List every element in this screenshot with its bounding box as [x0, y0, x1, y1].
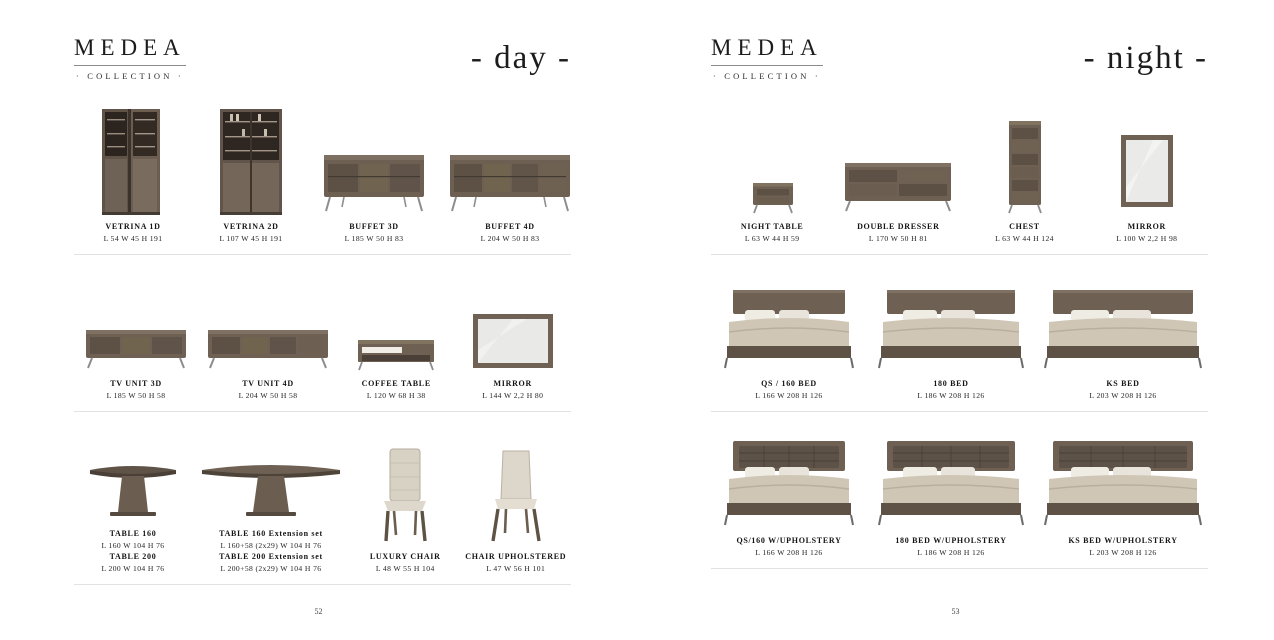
brand-block-right [711, 36, 823, 81]
chair-upholstered-art [465, 435, 568, 545]
chest-art [967, 105, 1081, 215]
brand-name: MEDEA [711, 35, 823, 60]
product-cell-buffet-3d[interactable] [310, 98, 438, 248]
product-dims: L 63 W 44 H 59 [744, 233, 800, 243]
caption-group [1068, 535, 1177, 558]
product-cell-bed-ks[interactable] [1035, 255, 1211, 405]
product-dims: L 63 W 44 H 124 [995, 233, 1054, 243]
caption-group [736, 535, 841, 558]
product-cell-coffee-table[interactable] [338, 255, 455, 405]
product-dims: L 54 W 45 H 191 [103, 233, 163, 243]
caption-group [741, 221, 804, 244]
product-cell-buffet-4d[interactable] [438, 98, 582, 248]
product-dims: L 186 W 208 H 126 [917, 547, 985, 557]
page-number-left: 52 [314, 607, 323, 616]
product-cell-tv-unit-4d[interactable] [198, 255, 338, 405]
product-name: CHEST [1009, 222, 1040, 232]
product-name: 180 BED [933, 379, 969, 389]
brand-name: MEDEA [74, 35, 186, 60]
product-name: COFFEE TABLE [361, 379, 431, 389]
product-dims: L 203 W 208 H 126 [1089, 547, 1157, 557]
product-dims: L 204 W 50 H 83 [480, 233, 540, 243]
brand-rule [74, 65, 186, 66]
product-grid-day [74, 98, 571, 585]
product-cell-bed-qs-upholstery[interactable] [711, 412, 867, 562]
product-cell-tv-unit-3d[interactable] [74, 255, 198, 405]
caption-group [857, 221, 940, 244]
brand-rule [711, 65, 823, 66]
coffee-table-art [342, 262, 451, 372]
brand-block-left [74, 36, 186, 81]
product-cell-double-dresser[interactable] [833, 98, 963, 248]
product-name: BUFFET 3D [349, 222, 399, 232]
product-dims-alt: L 200+58 (2x29) W 104 H 76 [220, 563, 322, 573]
product-cell-bed-180-upholstery[interactable] [867, 412, 1035, 562]
caption-group [219, 221, 282, 244]
product-row [74, 98, 571, 255]
caption-group [995, 221, 1054, 244]
bed-ks-art [1039, 262, 1207, 372]
product-cell-mirror-tall[interactable] [1086, 98, 1208, 248]
table-160-art [78, 412, 188, 522]
double-dresser-art [837, 105, 959, 215]
product-dims: L 144 W 2,2 H 80 [482, 390, 544, 400]
product-name: TV UNIT 4D [242, 379, 294, 389]
product-name: MIRROR [1127, 222, 1167, 232]
product-dims: L 185 W 50 H 83 [344, 233, 404, 243]
product-cell-table-160-ext[interactable] [192, 412, 350, 578]
product-dims: L 107 W 45 H 191 [219, 233, 283, 243]
bed-180-uph-art [871, 419, 1031, 529]
buffet-3d-art [314, 105, 434, 215]
product-dims: L 203 W 208 H 126 [1089, 390, 1157, 400]
product-cell-mirror-wide[interactable] [455, 255, 572, 405]
bed-qs-uph-art [715, 419, 863, 529]
caption-group [107, 378, 166, 401]
product-name-alt: TABLE 200 [109, 551, 157, 561]
caption-group [755, 378, 822, 401]
product-row [711, 98, 1208, 255]
product-row [711, 255, 1208, 412]
buffet-4d-art [442, 105, 578, 215]
product-cell-vetrina-2d[interactable] [192, 98, 310, 248]
product-cell-bed-ks-upholstery[interactable] [1035, 412, 1211, 562]
product-name-alt: TABLE 200 Extension set [219, 551, 323, 561]
product-name: QS / 160 BED [761, 379, 817, 389]
product-name: TABLE 160 [109, 529, 157, 538]
product-name: 180 BED W/UPHOLSTERY [895, 536, 1007, 546]
caption-group [239, 378, 298, 401]
product-cell-bed-qs[interactable] [711, 255, 867, 405]
product-cell-luxury-chair[interactable] [350, 428, 461, 578]
product-name: KS BED W/UPHOLSTERY [1068, 536, 1178, 546]
product-cell-bed-180[interactable] [867, 255, 1035, 405]
luxury-chair-art [354, 435, 457, 545]
product-row [74, 255, 571, 412]
tv-unit-4d-art [202, 262, 334, 372]
table-200-ext-art [196, 412, 346, 522]
caption-group [345, 221, 404, 244]
bed-qs-art [715, 262, 863, 372]
product-name: TABLE 160 Extension set [219, 529, 323, 538]
product-dims: L 160+58 (2x29) W 104 H 76 [220, 540, 322, 550]
product-name: CHAIR UPHOLSTERED [465, 551, 567, 561]
caption-group [362, 378, 431, 401]
caption-group [481, 221, 540, 244]
brand-subtitle: · COLLECTION · [75, 71, 184, 81]
page-right [637, 0, 1274, 640]
bed-ks-uph-art [1039, 419, 1207, 529]
product-cell-chair-upholstered[interactable] [461, 428, 572, 578]
caption-group [370, 551, 441, 574]
caption-group [101, 528, 164, 574]
brand-subtitle: · COLLECTION · [712, 71, 821, 81]
night-table-art [715, 105, 829, 215]
product-dims: L 185 W 50 H 58 [106, 390, 166, 400]
product-row [74, 412, 571, 585]
product-row [711, 412, 1208, 569]
product-dims: L 48 W 55 H 104 [375, 563, 435, 573]
product-dims: L 204 W 50 H 58 [238, 390, 298, 400]
product-name: TV UNIT 3D [110, 379, 162, 389]
product-cell-night-table[interactable] [711, 98, 833, 248]
caption-group [1089, 378, 1156, 401]
product-grid-night [711, 98, 1208, 569]
product-name: QS/160 W/UPHOLSTERY [736, 536, 842, 546]
mirror-tall-art [1090, 105, 1204, 215]
product-name: VETRINA 2D [223, 222, 279, 232]
product-dims: L 100 W 2,2 H 98 [1116, 233, 1178, 243]
bed-180-art [871, 262, 1031, 372]
section-title-night: - night - [1083, 40, 1208, 76]
product-dims-alt: L 200 W 104 H 76 [101, 563, 165, 573]
product-name: DOUBLE DRESSER [857, 222, 940, 232]
caption-group [219, 528, 323, 574]
mirror-wide-art [459, 262, 568, 372]
product-name: LUXURY CHAIR [369, 551, 441, 561]
caption-group [917, 378, 984, 401]
caption-group [1116, 221, 1177, 244]
page-number-right: 53 [951, 607, 960, 616]
product-name: NIGHT TABLE [740, 222, 804, 232]
product-dims: L 166 W 208 H 126 [755, 547, 823, 557]
product-dims: L 170 W 50 H 81 [868, 233, 928, 243]
product-cell-chest[interactable] [963, 98, 1085, 248]
caption-group [895, 535, 1006, 558]
product-cell-vetrina-1d[interactable] [74, 98, 192, 248]
product-dims: L 166 W 208 H 126 [755, 390, 823, 400]
product-cell-table-160[interactable] [74, 412, 192, 578]
product-name: VETRINA 1D [105, 222, 161, 232]
caption-group [104, 221, 163, 244]
tv-unit-3d-art [78, 262, 194, 372]
product-dims: L 47 W 56 H 101 [486, 563, 546, 573]
section-title-day: - day - [470, 40, 571, 76]
product-dims: L 160 W 104 H 76 [101, 540, 165, 550]
product-dims: L 186 W 208 H 126 [917, 390, 985, 400]
product-name: BUFFET 4D [485, 222, 535, 232]
product-name: MIRROR [493, 379, 532, 389]
vetrina-1d-art [78, 105, 188, 215]
caption-group [465, 551, 566, 574]
product-dims: L 120 W 68 H 38 [366, 390, 426, 400]
vetrina-2d-art [196, 105, 306, 215]
caption-group [482, 378, 543, 401]
product-name: KS BED [1106, 379, 1140, 389]
